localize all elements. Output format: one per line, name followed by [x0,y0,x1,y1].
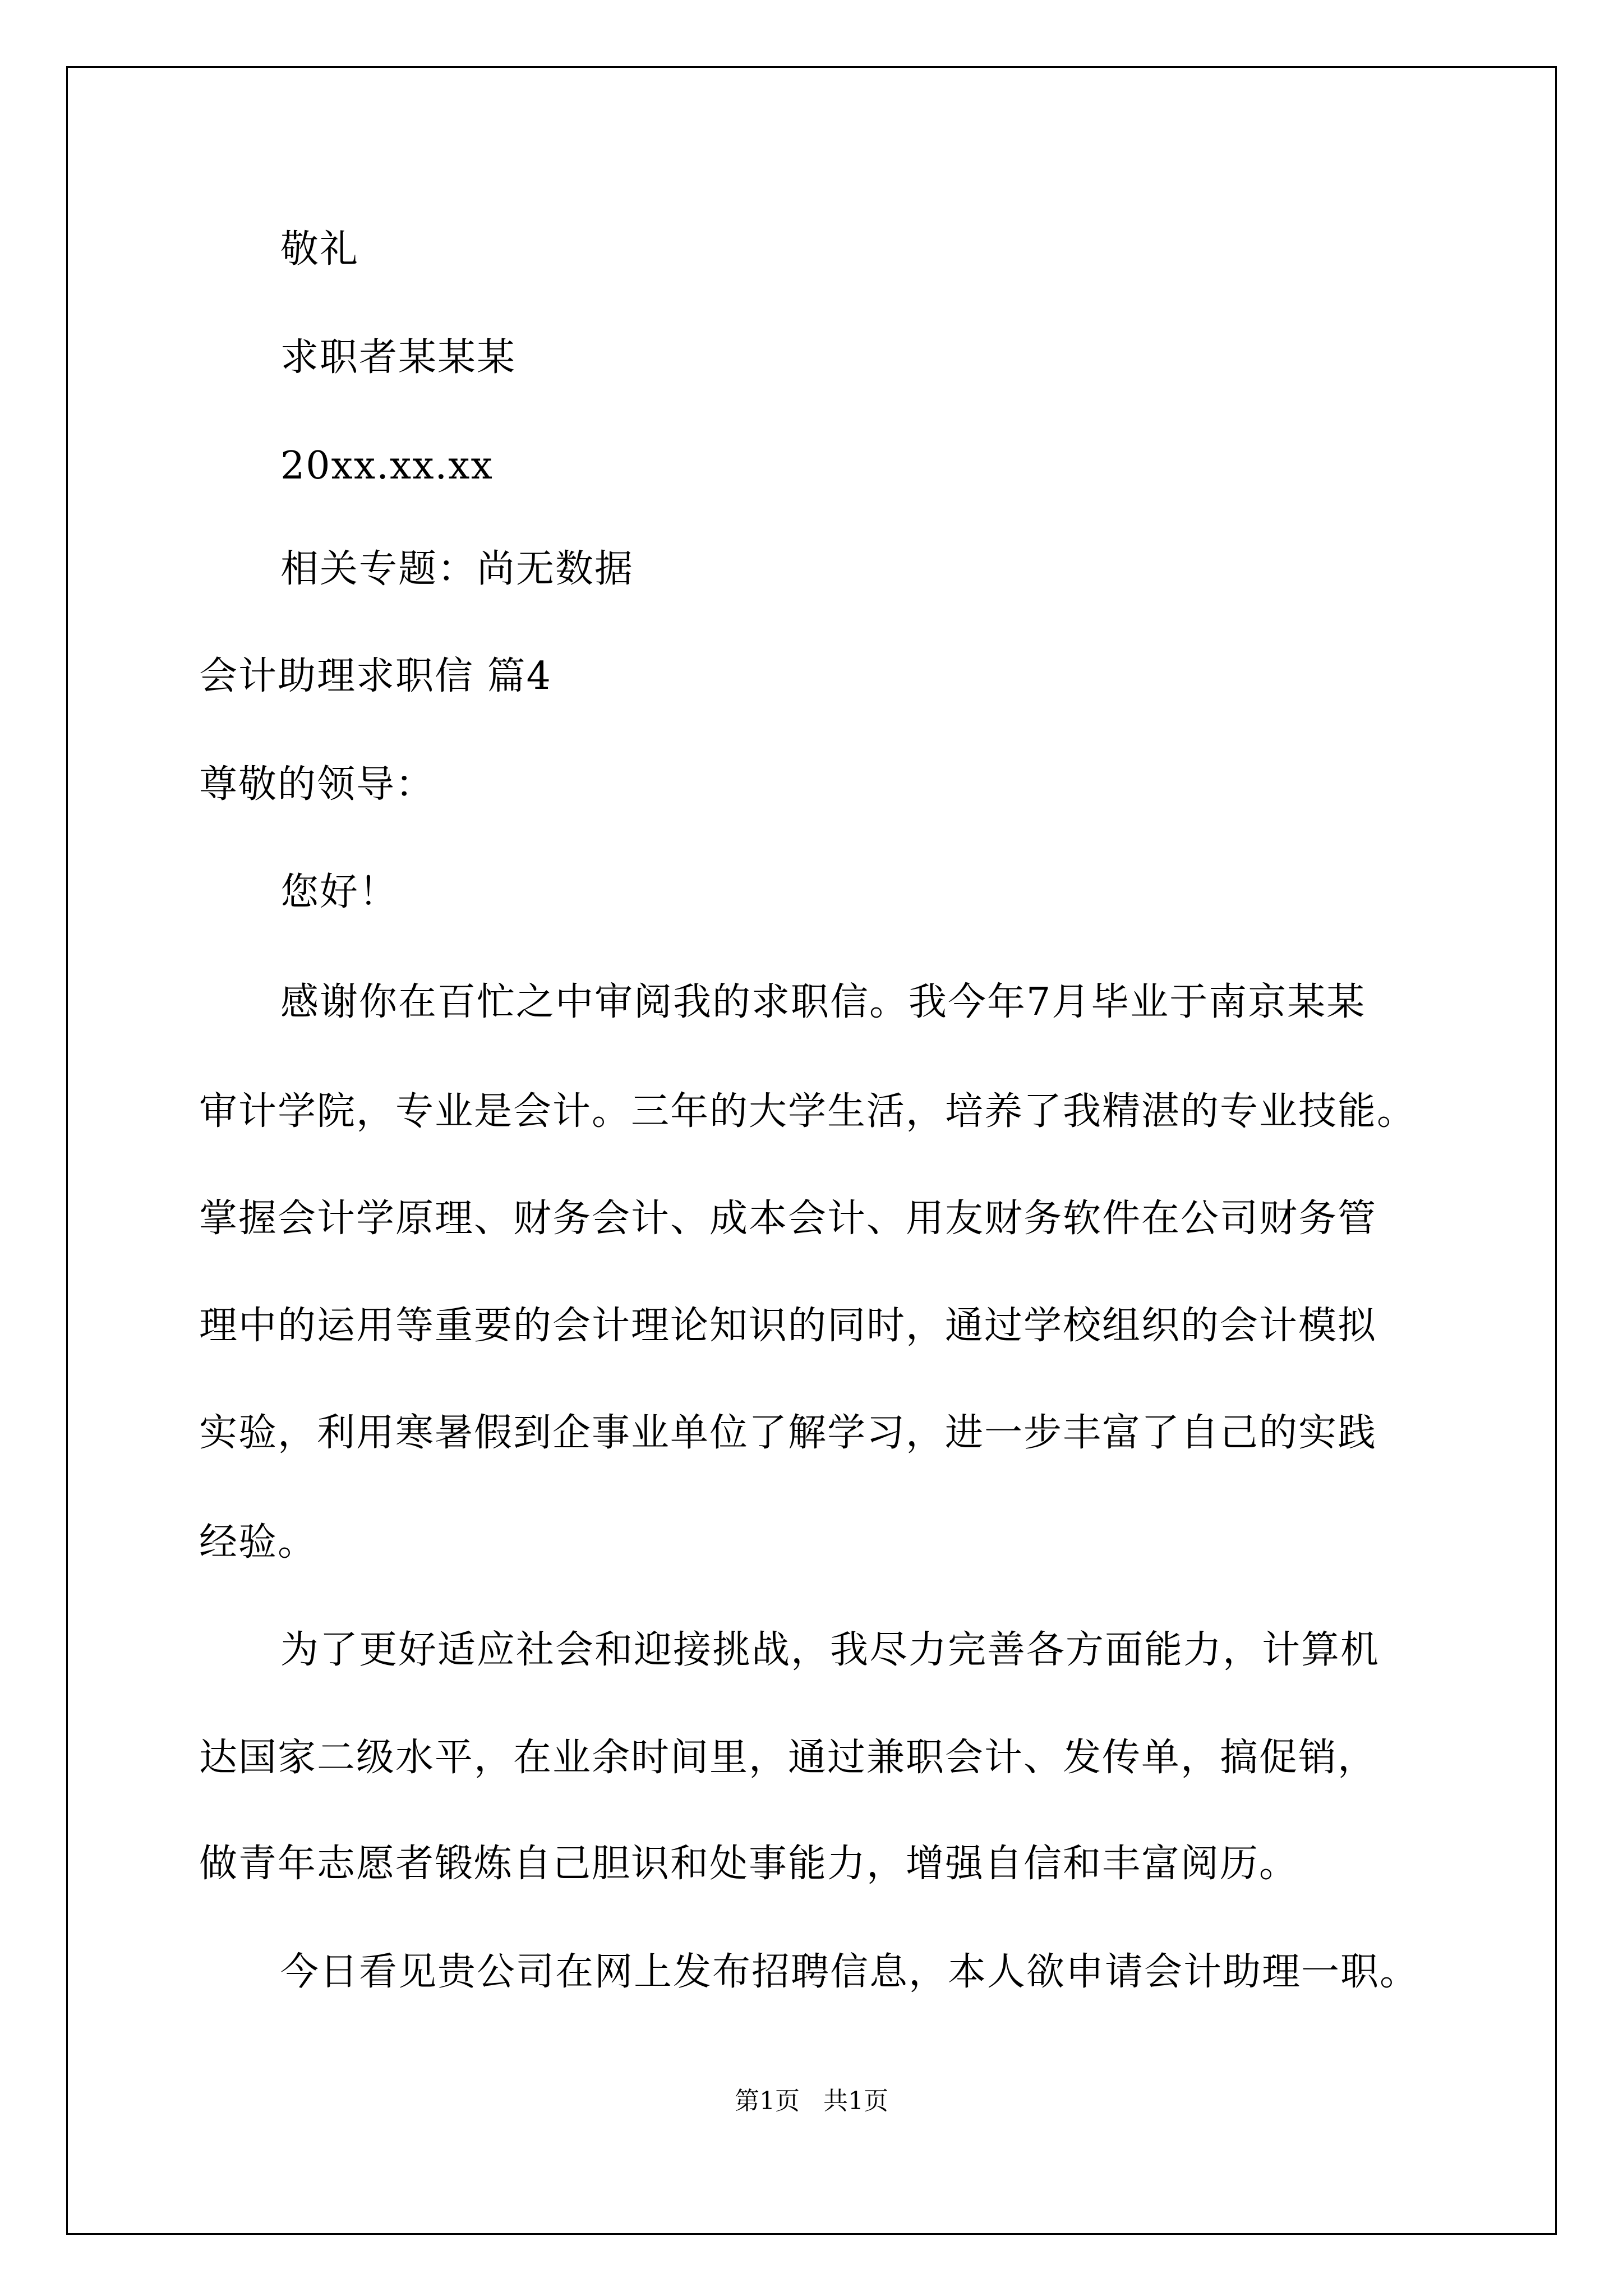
paragraph-1-line-6: 经验。 [199,1520,317,1565]
signature-date: 20xx.xx.xx [280,444,494,488]
page-border [66,66,1557,2235]
paragraph-1-line-5: 实验，利用寒暑假到企事业单位了解学习，进一步丰富了自己的实践 [199,1411,1377,1455]
paragraph-2-line-1: 为了更好适应社会和迎接挑战，我尽力完善各方面能力，计算机 [280,1628,1380,1672]
paragraph-2-line-2: 达国家二级水平，在业余时间里，通过兼职会计、发传单，搞促销， [199,1736,1377,1780]
closing-salute: 敬礼 [280,227,359,272]
paragraph-1-line-1: 感谢你在百忙之中审阅我的求职信。我今年7月毕业于南京某某 [280,980,1366,1024]
paragraph-1-line-2: 审计学院，专业是会计。三年的大学生活，培养了我精湛的专业技能。 [199,1089,1417,1134]
signature-name: 求职者某某某 [280,335,517,380]
paragraph-1-line-3: 掌握会计学原理、财务会计、成本会计、用友财务软件在公司财务管 [199,1197,1377,1241]
page-number-footer: 第1页 共1页 [735,2087,888,2115]
paragraph-3-line-1: 今日看见贵公司在网上发布招聘信息，本人欲申请会计助理一职。 [280,1950,1419,1994]
paragraph-2-line-3: 做青年志愿者锻炼自己胆识和处事能力，增强自信和丰富阅历。 [199,1842,1299,1886]
paragraph-1-line-4: 理中的运用等重要的会计理论知识的同时，通过学校组织的会计模拟 [199,1304,1377,1348]
section-heading: 会计助理求职信 篇4 [199,654,552,698]
related-topics: 相关专题：尚无数据 [280,547,634,591]
salutation: 尊敬的领导： [199,762,435,807]
greeting: 您好！ [280,870,399,914]
